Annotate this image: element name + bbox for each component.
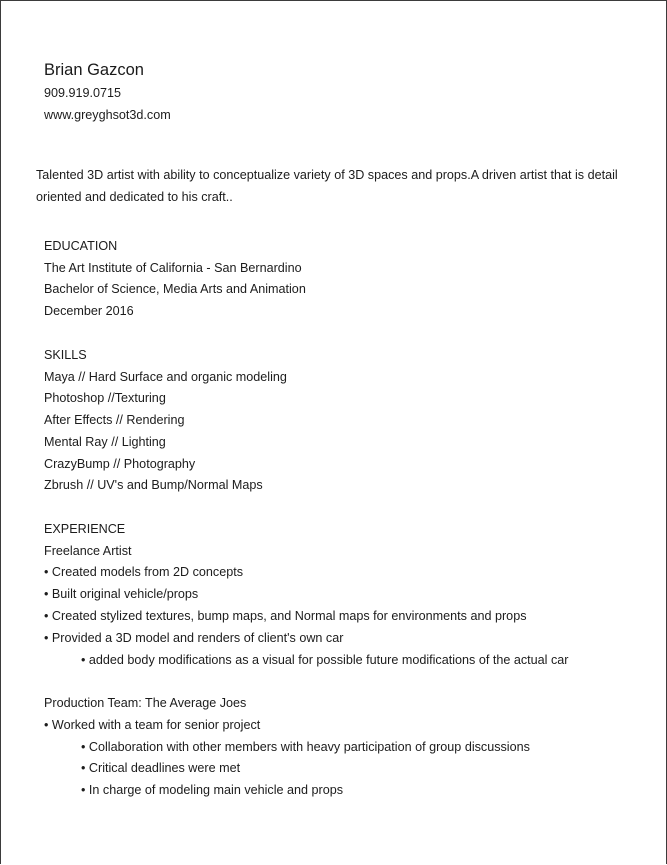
job-sub-bullet: • Critical deadlines were met bbox=[81, 761, 241, 775]
job-bullet: • Created models from 2D concepts bbox=[44, 565, 243, 579]
skill-item: Zbrush // UV's and Bump/Normal Maps bbox=[44, 478, 263, 492]
candidate-name: Brian Gazcon bbox=[44, 61, 144, 79]
skill-item: Photoshop //Texturing bbox=[44, 391, 166, 405]
skill-item: Maya // Hard Surface and organic modeling bbox=[44, 370, 287, 384]
job-sub-bullet: • added body modifications as a visual for possible future modifications of the actual car bbox=[81, 653, 569, 667]
summary-line: Talented 3D artist with ability to conceptualize variety of 3D spaces and props.A driven artist that is detail bbox=[36, 168, 618, 182]
education-school: The Art Institute of California - San Bernardino bbox=[44, 261, 302, 275]
job-bullet: • Provided a 3D model and renders of client's own car bbox=[44, 631, 344, 645]
skill-item: CrazyBump // Photography bbox=[44, 457, 196, 471]
job-title: Production Team: The Average Joes bbox=[44, 696, 247, 710]
education-heading: EDUCATION bbox=[44, 239, 118, 253]
job-bullet: • Created stylized textures, bump maps, and Normal maps for environments and props bbox=[44, 609, 527, 623]
skills-heading: SKILLS bbox=[44, 348, 87, 362]
skill-item: Mental Ray // Lighting bbox=[44, 435, 166, 449]
education-date: December 2016 bbox=[44, 304, 134, 318]
phone-number: 909.919.0715 bbox=[44, 86, 122, 100]
summary-line: oriented and dedicated to his craft.. bbox=[36, 190, 233, 204]
job-bullet: • Worked with a team for senior project bbox=[44, 718, 261, 732]
skill-item: After Effects // Rendering bbox=[44, 413, 185, 427]
job-title: Freelance Artist bbox=[44, 544, 132, 558]
website-link: www.greyghsot3d.com bbox=[44, 108, 171, 122]
job-bullet: • Built original vehicle/props bbox=[44, 587, 199, 601]
job-sub-bullet: • Collaboration with other members with heavy participation of group discussions bbox=[81, 740, 530, 754]
experience-heading: EXPERIENCE bbox=[44, 522, 126, 536]
job-sub-bullet: • In charge of modeling main vehicle and props bbox=[81, 783, 344, 797]
education-degree: Bachelor of Science, Media Arts and Animation bbox=[44, 282, 306, 296]
